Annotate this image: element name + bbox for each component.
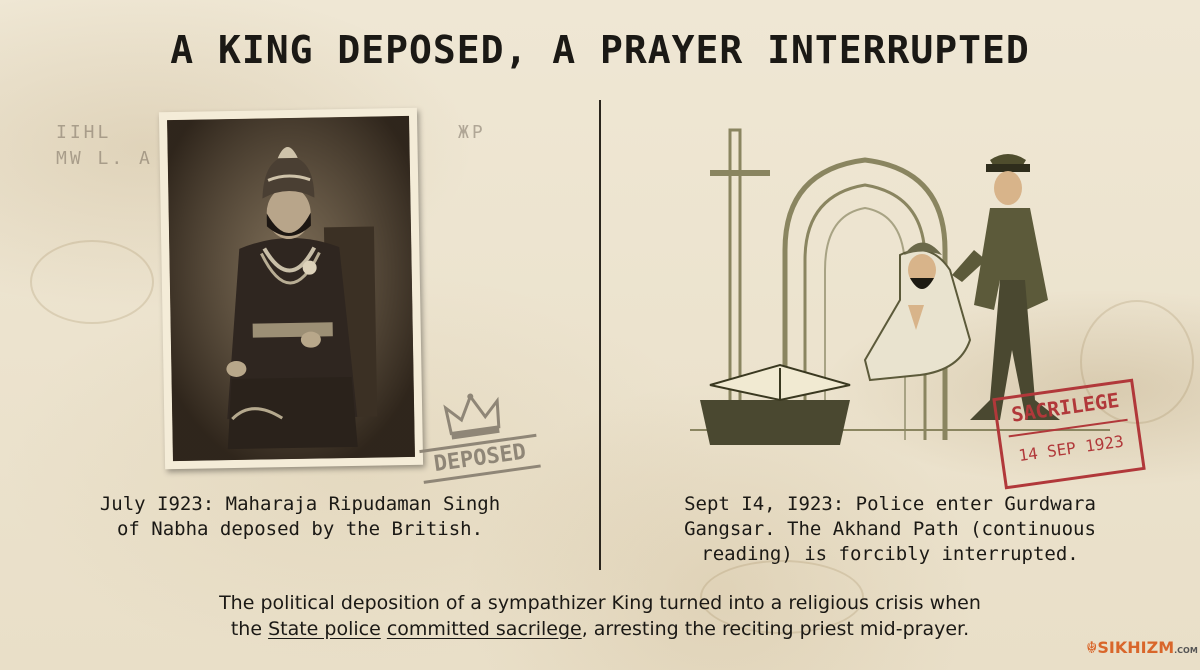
- right-caption-line: Gangsar. The Akhand Path (continuous: [684, 518, 1096, 540]
- sacrilege-stamp: [992, 379, 1145, 490]
- deposed-stamp: [412, 384, 541, 490]
- page-title: A KING DEPOSED, A PRAYER INTERRUPTED: [170, 28, 1030, 72]
- faded-typewriter-text: IIHL: [56, 122, 112, 143]
- summary-underlined: State police: [268, 618, 381, 640]
- right-caption-line: Sept I4, I923: Police enter Gurdwara: [684, 493, 1096, 515]
- deposed-stamp-text: DEPOSED: [419, 434, 541, 484]
- sacrilege-stamp-word: SACRILEGE: [1009, 387, 1121, 427]
- maharaja-portrait-illustration: [167, 116, 415, 461]
- crown-icon: [440, 388, 506, 442]
- coffee-stain: [30, 240, 154, 324]
- center-divider: [599, 100, 601, 570]
- summary-underlined: committed sacrilege: [386, 618, 582, 640]
- khanda-icon: ☬: [1086, 638, 1098, 657]
- right-caption-line: reading) is forcibly interrupted.: [701, 543, 1079, 565]
- right-caption: [640, 492, 1140, 567]
- maharaja-portrait-photo: [159, 108, 423, 469]
- left-caption-line: of Nabha deposed by the British.: [116, 518, 484, 540]
- sacrilege-stamp-date: 14 SEP 1923: [1017, 431, 1125, 466]
- sikhizm-logo[interactable]: [1086, 638, 1198, 657]
- left-caption: [40, 492, 560, 542]
- logo-text: SIKHIZM: [1097, 638, 1175, 657]
- summary-line: The political deposition of a sympathizer King turned into a religious crisis when: [219, 592, 981, 614]
- summary-text-plain: the: [230, 618, 269, 640]
- faded-typewriter-text: MW L. A: [56, 148, 153, 169]
- summary-text-plain: , arresting the reciting priest mid-prayer.: [581, 618, 970, 640]
- left-caption-line: July I923: Maharaja Ripudaman Singh: [99, 493, 501, 515]
- summary-line: [60, 616, 1140, 642]
- summary-text: [60, 590, 1140, 642]
- logo-suffix: .COM: [1174, 646, 1198, 655]
- faded-typewriter-text: ЖP: [458, 122, 486, 143]
